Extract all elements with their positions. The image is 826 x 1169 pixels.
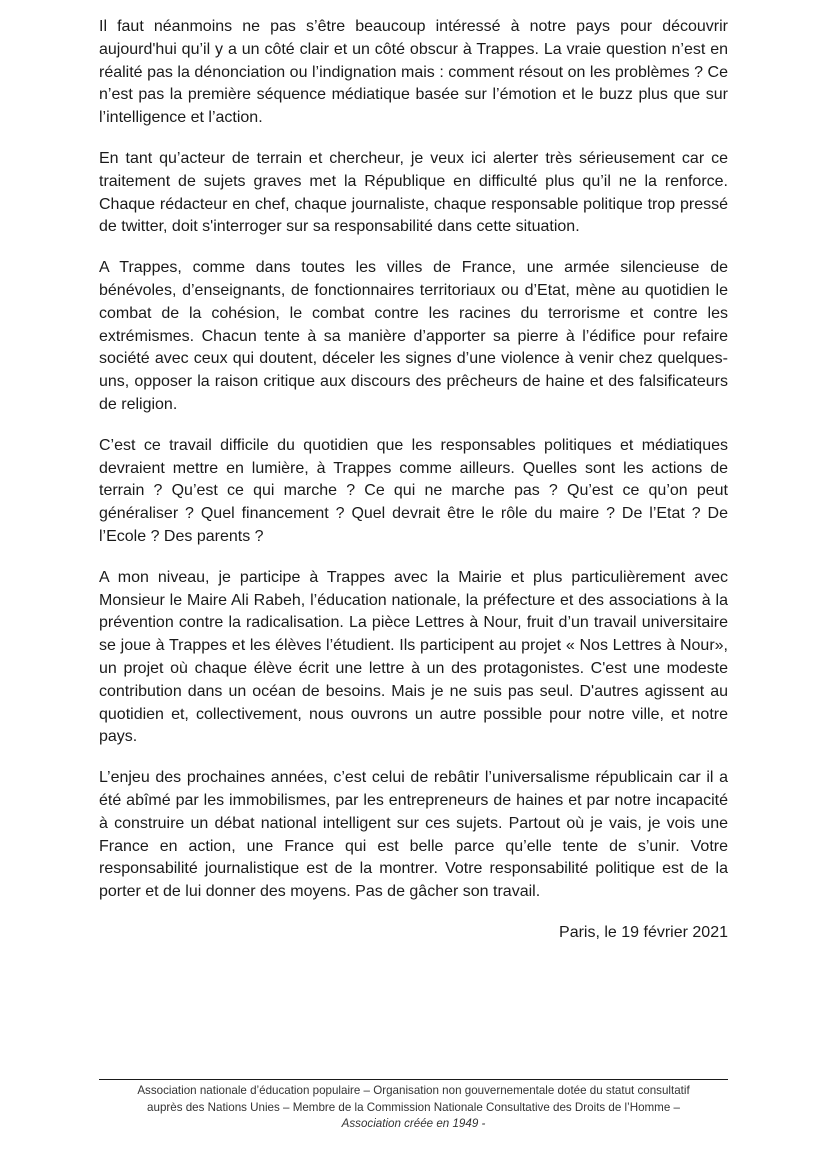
paragraph-silent-army: A Trappes, comme dans toutes les villes de France, une armée silencieuse de bénévoles, d’enseignants, de fonctionnaires territoriaux ou d’Etat, mène au quotidien le combat de la cohésion, le combat contre les racines du terrorisme et contre les extrémismes. Chacun tente à sa manière d’apporter sa pierre à l’édifice pour refaire société avec ceux qui doutent, déceler les signes d’une violence à venir chez quelques-uns, opposer la raison critique aux discours des prêcheurs de haine et des falsificateurs de religion. (99, 259, 728, 413)
letter-body (99, 16, 728, 945)
page-footer (99, 1079, 728, 1133)
paragraph-my-involvement: A mon niveau, je participe à Trappes avec la Mairie et plus particulièrement avec Monsieur le Maire Ali Rabeh, l’éducation nationale, la préfecture et des associations à la prévention contre la radicalisation. La pièce Lettres à Nour, fruit d’un travail universitaire se joue à Trappes et les élèves l’étudient. Ils participent au projet « Nos Lettres à Nour», un projet où chaque élève écrit une lettre à un des protagonistes. C'est une modeste contribution dans un océan de besoins. Mais je ne suis pas seul. D'autres agissent au quotidien et, collectivement, nous ouvrons un autre possible pour notre ville, et notre pays. (99, 568, 728, 746)
footer-line-membership: auprès des Nations Unies – Membre de la Commission Nationale Consultative des Droits de l’Homme – (147, 1100, 680, 1114)
paragraph-daily-work: C’est ce travail difficile du quotidien que les responsables politiques et médiatiques devraient mettre en lumière, à Trappes comme ailleurs. Quelles sont les actions de terrain ? Qu’est ce qui marche ? Ce qui ne marche pas ? Qu’est ce qu’on peut généraliser ? Quel financement ? Quel devrait être le rôle du maire ? De l’Etat ? De l’Ecole ? Des parents ? (99, 436, 728, 545)
place-and-date: Paris, le 19 février 2021 (559, 923, 728, 941)
footer-divider (99, 1079, 728, 1080)
footer-line-founded: Association créée en 1949 - (341, 1117, 486, 1131)
paragraph-alert: En tant qu’acteur de terrain et chercheur, je veux ici alerter très sérieusement car ce traitement de sujets graves met la République en difficulté plus qu’il ne la renforce. Chaque rédacteur en chef, chaque journaliste, chaque responsable politique trop pressé de twitter, doit s'interroger sur sa responsabilité dans cette situation. (99, 149, 728, 236)
paragraph-trappes-intro: Il faut néanmoins ne pas s’être beaucoup intéressé à notre pays pour découvrir aujourd'hui qu’il y a un côté clair et un côté obscur à Trappes. La vraie question n’est en réalité pas la dénonciation ou l’indignation mais : comment résout on les problèmes ? Ce n’est pas la première séquence médiatique basée sur l’émotion et le buzz plus que sur l’intelligence et l’action. (99, 18, 728, 127)
paragraph-universalism: L’enjeu des prochaines années, c’est celui de rebâtir l’universalisme républicain car il a été abîmé par les immobilismes, par les entrepreneurs de haines et par notre incapacité à construire un débat national intelligent sur ces sujets. Partout où je vais, je vois une France en action, une France qui est belle parce qu’elle tente de s’unir. Votre responsabilité journalistique est de la montrer. Votre responsabilité politique est de la porter et de lui donner des moyens. Pas de gâcher son travail. (99, 769, 728, 901)
footer-line-organisation: Association nationale d’éducation populaire – Organisation non gouvernementale dotée du statut consultatif (137, 1084, 690, 1097)
